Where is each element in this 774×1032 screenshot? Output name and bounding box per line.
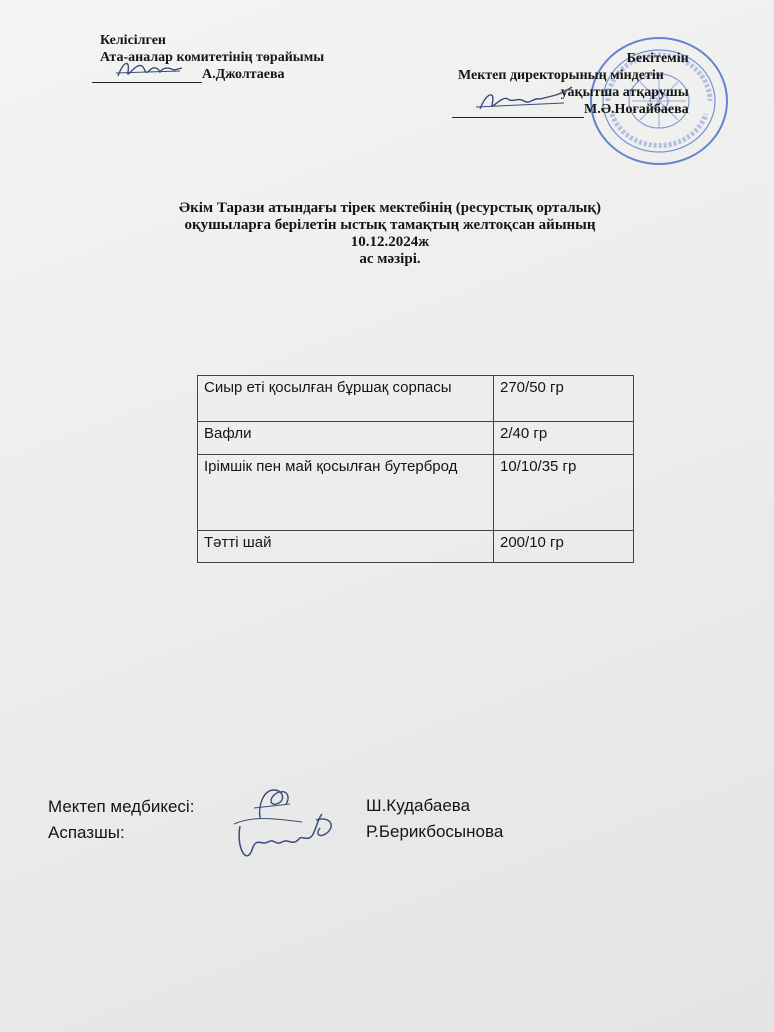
dish-cell: Вафли [198, 422, 494, 455]
signature-line [452, 103, 584, 118]
nurse-label: Мектеп медбикесі: [48, 797, 195, 816]
title-date: 10.12.2024ж [350, 234, 430, 250]
portion-cell: 270/50 гр [494, 376, 634, 422]
dish-cell: Ірімшік пен май қосылған бутерброд [198, 455, 494, 531]
approved-block [458, 50, 689, 118]
director-title: Мектеп директорының міндетін [458, 68, 664, 83]
agreed-label: Келісілген [100, 33, 166, 48]
table-row [198, 422, 634, 455]
portion-cell: 2/40 гр [494, 422, 634, 455]
table-row [198, 531, 634, 563]
director-title-acting: уақытша атқарушы [560, 85, 689, 100]
cook-label: Аспазшы: [48, 823, 125, 842]
portion-cell: 10/10/35 гр [494, 455, 634, 531]
table-row [198, 376, 634, 422]
parent-committee-title: Ата-аналар комитетінің төрайымы [100, 50, 325, 65]
agreed-sign-row [92, 66, 324, 83]
nurse-name: Ш.Кудабаева [366, 796, 471, 815]
cook-signature-icon [232, 806, 342, 876]
signature-image [474, 85, 574, 115]
approved-sign-row [452, 101, 689, 118]
cook-name: Р.Берикбосынова [366, 822, 504, 841]
approved-label: Бекітемін [626, 51, 689, 66]
agreed-block [100, 32, 324, 83]
title-line-2: оқушыларға берілетін ыстық тамақтың желтоқсан айының [184, 217, 596, 233]
document-title [120, 200, 660, 268]
signature-line [92, 68, 202, 83]
menu-table [197, 375, 634, 563]
portion-cell: 200/10 гр [494, 531, 634, 563]
director-name: М.Ә.Ноғайбаева [584, 102, 689, 117]
title-line-1: Әкім Тарази атындағы тірек мектебінің (ресурстық орталық) [179, 200, 601, 216]
signature-image [114, 56, 184, 82]
title-line-4: ас мәзірі. [359, 251, 421, 267]
table-row [198, 455, 634, 531]
dish-cell: Тәтті шай [198, 531, 494, 563]
dish-cell: Сиыр еті қосылған бұршақ сорпасы [198, 376, 494, 422]
parent-committee-chair-name: А.Джолтаева [202, 67, 285, 82]
